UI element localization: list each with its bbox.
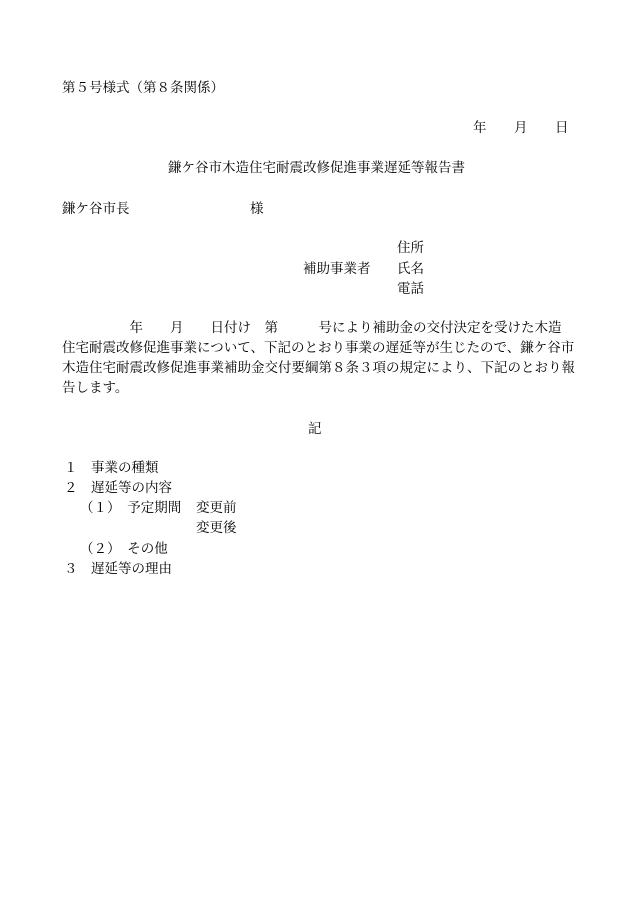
addressee-honorific: 様 bbox=[250, 201, 264, 217]
document-title: 鎌ケ谷市木造住宅耐震改修促進事業遅延等報告書 bbox=[168, 160, 465, 176]
item-2-sub-1-after: 変更後 bbox=[196, 520, 237, 536]
item-2-sub-1-before: 変更前 bbox=[196, 500, 237, 516]
phone-label: 電話 bbox=[397, 281, 424, 297]
body-line-3: 木造住宅耐震改修促進事業補助金交付要綱第８条３項の規定により、下記のとおり報 bbox=[62, 360, 575, 376]
item-1: １ 事業の種類 bbox=[64, 460, 159, 476]
body-line-1: 年 月 日付け 第 号により補助金の交付決定を受けた木造 bbox=[62, 320, 562, 336]
form-number: 第５号様式（第８条関係） bbox=[62, 80, 224, 96]
addressee-name: 鎌ケ谷市長 bbox=[62, 201, 130, 217]
date-year: 年 bbox=[473, 120, 487, 136]
item-2-sub-2: （２） その他 bbox=[80, 541, 168, 557]
item-2: ２ 遅延等の内容 bbox=[64, 480, 172, 496]
body-line-2: 住宅耐震改修促進事業について、下記のとおり事業の遅延等が生じたので、鎌ケ谷市 bbox=[62, 340, 575, 356]
applicant-label: 補助事業者 bbox=[303, 261, 371, 277]
date-month: 月 bbox=[514, 120, 528, 136]
address-label: 住所 bbox=[397, 240, 424, 256]
body-line-4: 告します。 bbox=[62, 380, 129, 396]
item-3: ３ 遅延等の理由 bbox=[64, 561, 172, 577]
item-2-sub-1-label: （１） 予定期間 bbox=[80, 500, 182, 516]
date-day: 日 bbox=[555, 120, 569, 136]
note-heading: 記 bbox=[308, 421, 322, 437]
name-label: 氏名 bbox=[397, 261, 424, 277]
